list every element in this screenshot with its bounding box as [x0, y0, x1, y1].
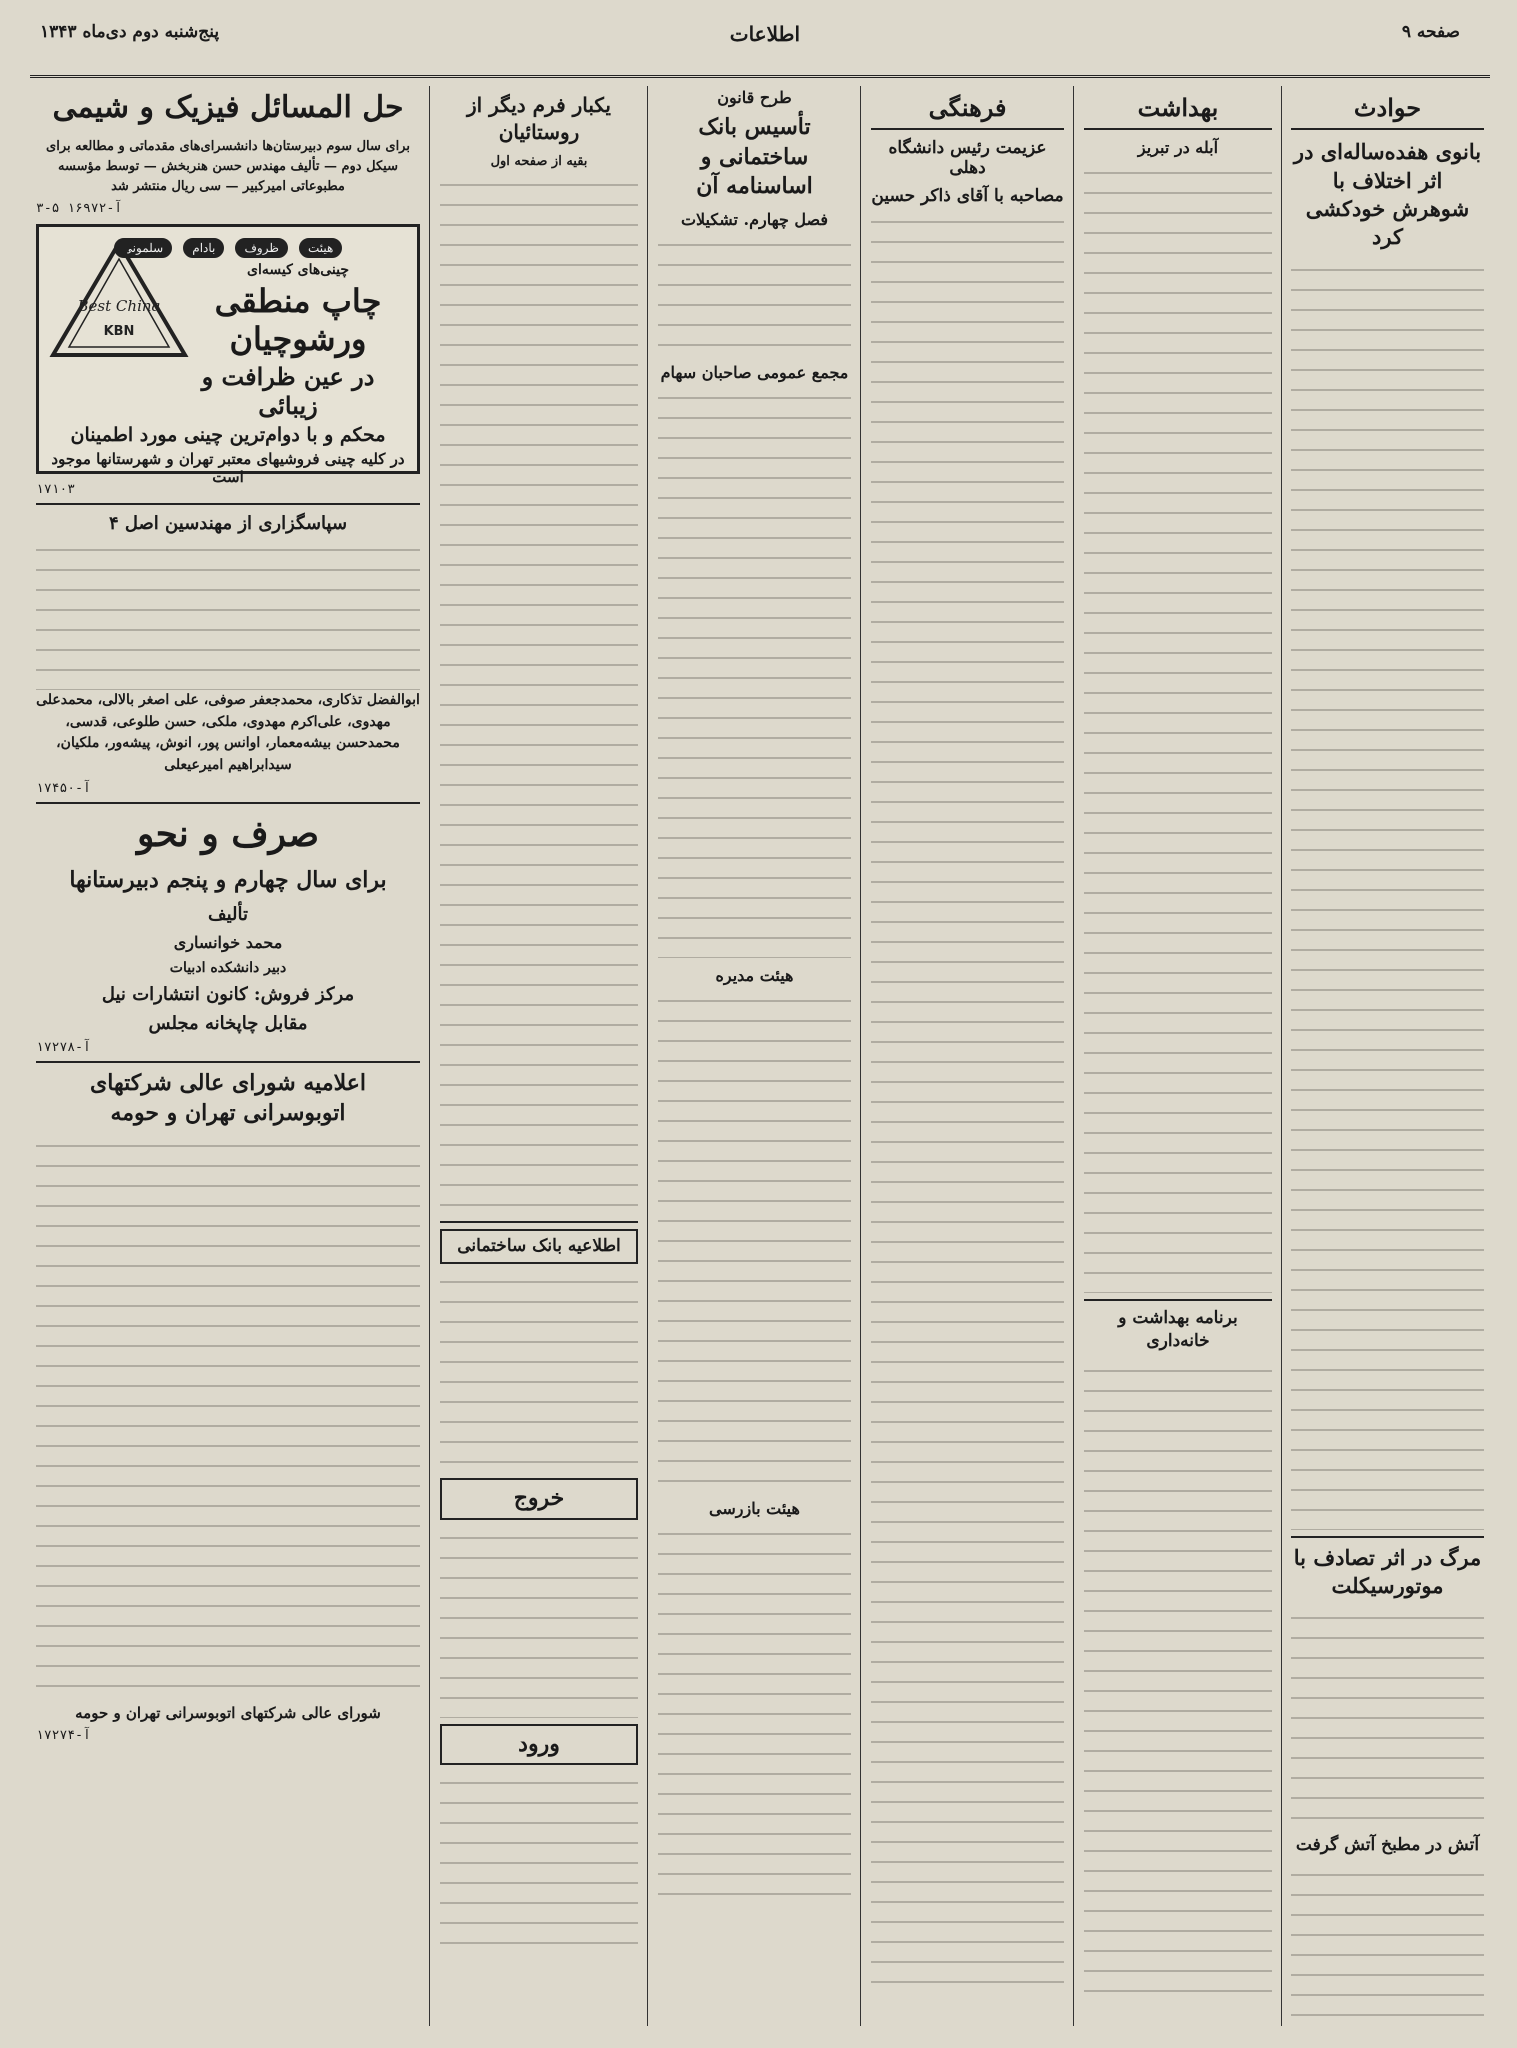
notice-body — [36, 1136, 420, 1696]
article-body — [440, 1272, 638, 1472]
article-headline: اطلاعیه بانک ساختمانی — [440, 1229, 638, 1264]
article-body — [1291, 1865, 1484, 2026]
notice-signature: شورای عالی شرکتهای اتوبوسرانی تهران و حومه — [75, 1704, 381, 1723]
notice-body — [36, 540, 420, 690]
logo-text: Best China — [77, 296, 161, 315]
ad-title: صرف و نحو — [136, 812, 320, 855]
article-headline: یکبار فرم دیگر از روستائیان — [466, 93, 612, 144]
article-body — [1084, 1361, 1272, 2001]
ad-line: در عین ظرافت و زیبائی — [201, 361, 375, 420]
ad-brand: چینی‌های کیسه‌ای — [247, 261, 349, 278]
ad-author: محمد خوانساری — [173, 932, 283, 952]
article-body — [658, 1524, 851, 1904]
ad-line: محکم و با دوام‌ترین چینی مورد اطمینان — [70, 423, 386, 446]
section-entry: ورود — [440, 1724, 638, 1766]
article-body — [1291, 260, 1484, 1530]
section-title: فرهنگی — [871, 92, 1064, 130]
article-body — [440, 175, 638, 1215]
article-body — [871, 212, 1064, 1992]
article-subheadline: هیئت مدیره — [715, 966, 794, 986]
ad-code: ۱۷۱۰۳ — [36, 481, 76, 497]
article-body — [1291, 1608, 1484, 1828]
notice-title: سپاسگزاری از مهندسین اصل ۴ — [108, 512, 348, 534]
article-headline: برنامه بهداشت و خانه‌داری — [1118, 1308, 1238, 1352]
ad-grammar-book — [36, 810, 420, 1055]
ad-code: آ-۱۷۲۷۸ — [36, 1039, 91, 1055]
notice-code: آ-۱۷۲۷۴ — [36, 1728, 91, 1744]
article-headline: تأسیس بانک ساختمانی و اساسنامه آن — [696, 114, 813, 200]
article-headline: آتش در مطبخ آتش گرفت — [1295, 1835, 1480, 1856]
ad-seller: مرکز فروش: کانون انتشارات نیل — [101, 983, 355, 1005]
column-villages — [434, 86, 644, 2026]
article-subheadline: هیئت بازرسی — [709, 1499, 800, 1519]
notice-names: ابوالفضل تذکاری، محمدجعفر صوفی، علی اصغر بالالی، محمدعلی مهدوی، علی‌اکرم مهدوی، ملکی، حسن طلوعی، قدسی، محمدحسن بیشه‌معمار، اوانس پور، انوش، پیشه‌ور، ملکیان، سیدابراهیم امیرعیعلی — [36, 691, 420, 773]
ad-line: در کلیه چینی فروشیهای معتبر تهران و شهرستانها موجود است — [51, 449, 405, 486]
ad-author-label: تألیف — [207, 903, 249, 925]
page-number: صفحه ۹ — [1401, 22, 1460, 42]
article-body — [440, 1773, 638, 1953]
best-china-logo-icon — [49, 239, 189, 359]
ad-physics-chemistry — [36, 88, 420, 216]
column-accidents — [1285, 86, 1490, 2026]
continued-label: بقیه از صفحه اول — [490, 154, 588, 169]
masthead — [30, 14, 1490, 78]
logo-subtext: KBN — [103, 323, 135, 339]
article-headline: عزیمت رئیس دانشگاه دهلی — [888, 138, 1047, 179]
ad-title: چاپ منطقی ورشوچیان — [214, 281, 382, 358]
section-title: حوادث — [1291, 92, 1484, 130]
ad-tag: بادام — [183, 238, 224, 258]
notice-bus-council — [36, 1069, 420, 1743]
newspaper-name: اطلاعات — [729, 22, 800, 46]
bill-label: طرح قانون — [717, 88, 792, 107]
section-title: بهداشت — [1084, 92, 1272, 130]
ad-address: مقابل چاپخانه مجلس — [148, 1012, 308, 1034]
article-body — [1084, 163, 1272, 1293]
article-body — [440, 1528, 638, 1718]
article-headline: آبله در تبریز — [1137, 138, 1219, 158]
newspaper-page — [30, 14, 1490, 2034]
notice-thanks — [36, 513, 420, 796]
ad-tag: سلمونی — [114, 238, 173, 258]
issue-date: پنج‌شنبه دوم دی‌ماه ۱۳۴۳ — [40, 22, 220, 42]
ad-author-desc: دبیر دانشکده ادبیات — [169, 959, 287, 976]
ad-code: ۳-۵ ۱۶۹۷۲-آ — [36, 200, 123, 216]
article-body — [658, 235, 851, 355]
article-headline: مرگ در اثر تصادف با موتورسیکلت — [1293, 1544, 1482, 1599]
article-body — [658, 388, 851, 958]
article-subheadline: مصاحبه با آقای ذاکر حسین — [871, 186, 1064, 207]
notice-title: اعلامیه شورای عالی شرکتهای اتوبوسرانی تهران و حومه — [90, 1069, 366, 1126]
column-bank-bill — [652, 86, 857, 2026]
ad-subtitle: برای سال چهارم و پنجم دبیرستانها — [69, 867, 387, 894]
column-ads — [30, 86, 426, 2026]
article-subheadline: فصل چهارم. تشکیلات — [680, 210, 829, 230]
notice-code: آ-۱۷۴۵۰ — [36, 780, 91, 796]
article-subheadline: مجمع عمومی صاحبان سهام — [660, 363, 849, 383]
ad-china-porcelain — [36, 224, 420, 486]
ad-tag: ظروف — [235, 238, 287, 258]
article-headline: بانوی هفده‌ساله‌ای در اثر اختلاف با شوهرش خودکشی کرد — [1293, 139, 1482, 250]
article-body — [658, 991, 851, 1491]
ad-text: برای سال سوم دبیرستان‌ها دانشسرای‌های مقدماتی و مطالعه برای سیکل دوم — تألیف مهندس حسن هنربخش — توسط مؤسسه مطبوعاتی امیرکبیر — سی ریال منتشر شد — [46, 138, 410, 194]
column-health — [1078, 86, 1278, 2026]
column-culture — [865, 86, 1070, 2026]
ad-title: حل المسائل فیزیک و شیمی — [52, 90, 404, 125]
section-exit: خروج — [440, 1478, 638, 1520]
ad-tag: هیئت — [299, 238, 342, 258]
